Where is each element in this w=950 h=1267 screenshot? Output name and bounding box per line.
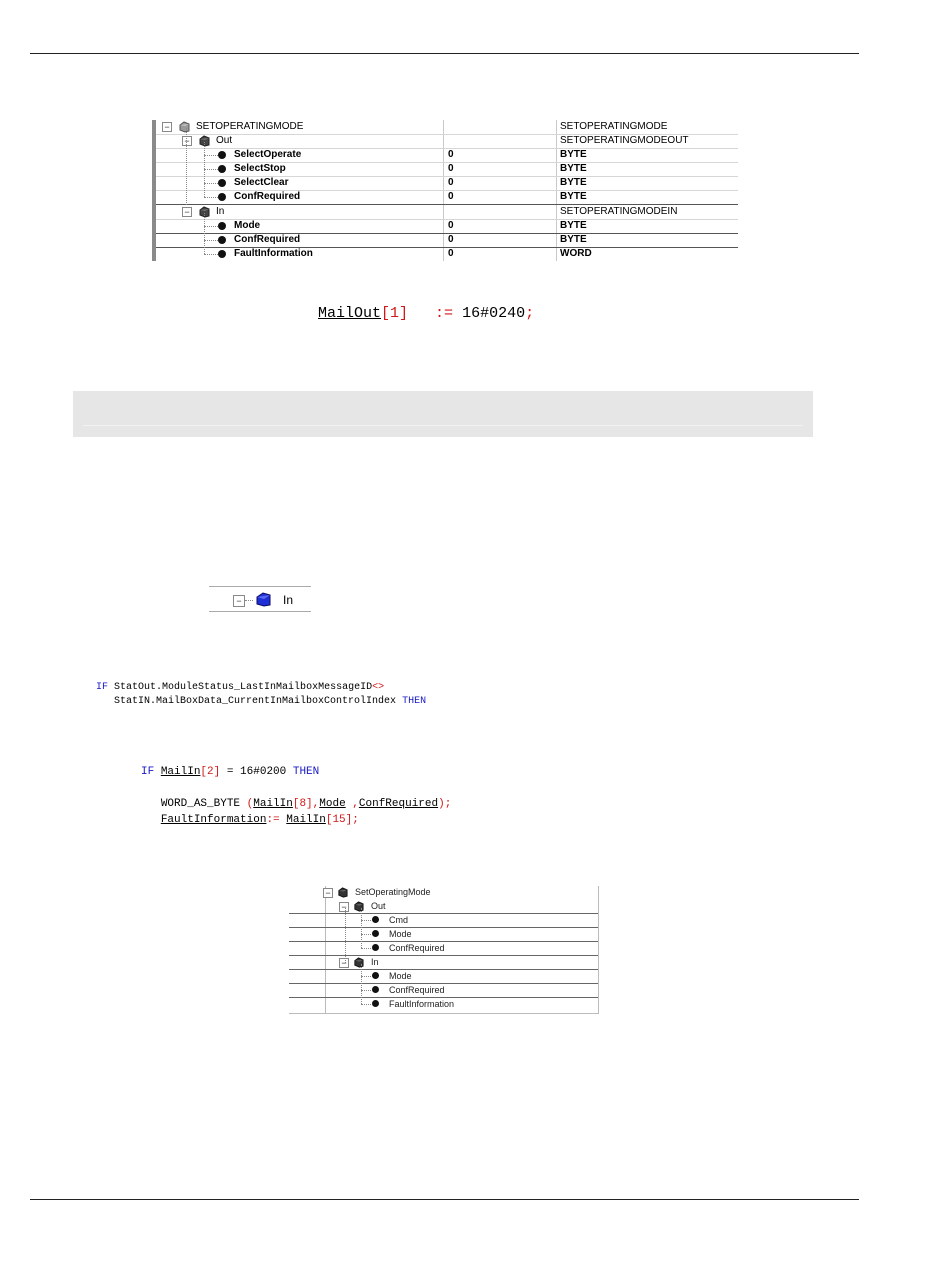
table-row[interactable] [156, 190, 738, 205]
variable-dot-icon [218, 236, 226, 244]
collapse-icon[interactable]: − [339, 902, 349, 912]
variable-dot-icon [218, 222, 226, 230]
code-operator: := [435, 305, 454, 322]
code-variable: Mode [319, 798, 346, 810]
type-cell: BYTE [560, 149, 587, 160]
variable-tree-table-2 [289, 886, 599, 1014]
table-row[interactable] [156, 148, 738, 163]
code-expression: = 16#0200 [220, 766, 293, 778]
code-keyword: IF [96, 682, 109, 693]
table-row[interactable] [156, 205, 738, 220]
code-semicolon: ; [525, 305, 535, 322]
code-block-word-as-byte [141, 748, 451, 828]
table-row[interactable] [289, 900, 598, 914]
code-punct: , [345, 798, 359, 810]
variable-tree-table [152, 120, 738, 261]
value-cell: 0 [448, 177, 454, 188]
tree-node-label: Mode [389, 929, 412, 939]
code-line-mailout [318, 288, 534, 322]
struct-cube-icon [178, 121, 190, 133]
code-variable: FaultInformation [160, 814, 267, 826]
code-block-if-mailbox [96, 667, 426, 709]
value-cell: 0 [448, 220, 454, 231]
code-index: [1] [381, 305, 409, 322]
table-row[interactable] [289, 886, 598, 899]
variable-dot-icon [218, 179, 226, 187]
table-row[interactable] [156, 120, 738, 135]
code-index: [15] [325, 814, 353, 826]
code-punct: ); [438, 798, 452, 810]
tree-node-label: In [216, 206, 225, 217]
header-rule [30, 53, 859, 54]
tree-node-label: ConfRequired [234, 234, 301, 245]
code-literal: 16#0240 [462, 305, 526, 322]
type-cell: BYTE [560, 163, 587, 174]
table-row[interactable] [156, 247, 738, 261]
type-cell: BYTE [560, 191, 587, 202]
tree-node-label: In [371, 957, 379, 967]
collapse-icon[interactable]: − [182, 136, 192, 146]
value-cell: 0 [448, 163, 454, 174]
tree-node-label: Mode [389, 971, 412, 981]
table-row[interactable] [289, 998, 598, 1011]
type-cell: BYTE [560, 220, 587, 231]
code-keyword: IF [141, 766, 155, 778]
code-index: [2] [200, 766, 221, 778]
table-row[interactable] [289, 984, 598, 998]
code-variable: MailOut [318, 305, 382, 322]
table-row[interactable] [289, 942, 598, 956]
tree-node-label: Cmd [389, 915, 409, 925]
code-punct: ; [352, 814, 359, 826]
variable-dot-icon [372, 986, 379, 993]
code-operator: <> [372, 682, 385, 693]
struct-cube-blue-icon [255, 592, 271, 607]
shaded-note-box [73, 391, 813, 437]
type-cell: BYTE [560, 234, 587, 245]
tree-node-label: Out [216, 135, 233, 146]
code-expression: StatOut.ModuleStatus_LastInMailboxMessageID [114, 682, 373, 693]
collapse-icon[interactable]: − [233, 595, 245, 607]
tree-node-label: Out [371, 901, 386, 911]
tree-node-label: SETOPERATINGMODE [196, 121, 304, 132]
variable-dot-icon [372, 972, 379, 979]
tree-node-label: Mode [234, 220, 261, 231]
tree-node-label: ConfRequired [234, 191, 301, 202]
code-variable: MailIn [253, 798, 293, 810]
table-row[interactable] [289, 914, 598, 928]
table-row[interactable] [156, 134, 738, 149]
variable-dot-icon [372, 916, 379, 923]
variable-dot-icon [218, 193, 226, 201]
type-cell: WORD [560, 248, 592, 259]
tree-node-label: SelectClear [234, 177, 289, 188]
type-cell: SETOPERATINGMODEIN [560, 206, 678, 217]
variable-dot-icon [372, 930, 379, 937]
code-punct: , [312, 798, 320, 810]
variable-dot-icon [372, 944, 379, 951]
type-cell: SETOPERATINGMODEOUT [560, 135, 689, 146]
footer-rule [30, 1199, 859, 1200]
code-operator: := [266, 814, 287, 826]
tree-node-label: FaultInformation [234, 248, 313, 259]
struct-cube-icon [337, 887, 348, 898]
table-row[interactable] [289, 970, 598, 984]
collapse-icon[interactable]: − [162, 122, 172, 132]
tree-node-label: In [283, 593, 294, 607]
tree-node-label: FaultInformation [389, 999, 455, 1009]
code-variable: MailIn [286, 814, 326, 826]
tree-node-in-snippet [209, 586, 311, 612]
table-row[interactable] [156, 176, 738, 191]
code-keyword: THEN [402, 696, 427, 707]
value-cell: 0 [448, 191, 454, 202]
table-row[interactable] [156, 233, 738, 248]
code-variable: ConfRequired [358, 798, 439, 810]
value-cell: 0 [448, 149, 454, 160]
type-cell: SETOPERATINGMODE [560, 121, 668, 132]
variable-dot-icon [218, 151, 226, 159]
value-cell: 0 [448, 248, 454, 259]
code-function: WORD_AS_BYTE [160, 798, 247, 810]
code-index: [8] [292, 798, 313, 810]
table-row[interactable] [156, 162, 738, 177]
code-punct: ( [246, 798, 254, 810]
collapse-icon[interactable]: − [182, 207, 192, 217]
type-cell: BYTE [560, 177, 587, 188]
tree-node-label: SetOperatingMode [355, 887, 431, 897]
code-variable: MailIn [160, 766, 201, 778]
code-expression: StatIN.MailBoxData_CurrentInMailboxControlIndex [114, 696, 397, 707]
variable-dot-icon [218, 165, 226, 173]
value-cell: 0 [448, 234, 454, 245]
tree-node-label: SelectOperate [234, 149, 302, 160]
table-row[interactable] [289, 928, 598, 942]
collapse-icon[interactable]: − [323, 888, 333, 898]
tree-node-label: ConfRequired [389, 985, 445, 995]
collapse-icon[interactable]: − [339, 958, 349, 968]
table-row[interactable] [289, 956, 598, 970]
table-row[interactable] [156, 219, 738, 234]
variable-dot-icon [218, 250, 226, 258]
variable-dot-icon [372, 1000, 379, 1007]
code-keyword: THEN [292, 766, 320, 778]
tree-node-label: SelectStop [234, 163, 286, 174]
tree-node-label: ConfRequired [389, 943, 445, 953]
